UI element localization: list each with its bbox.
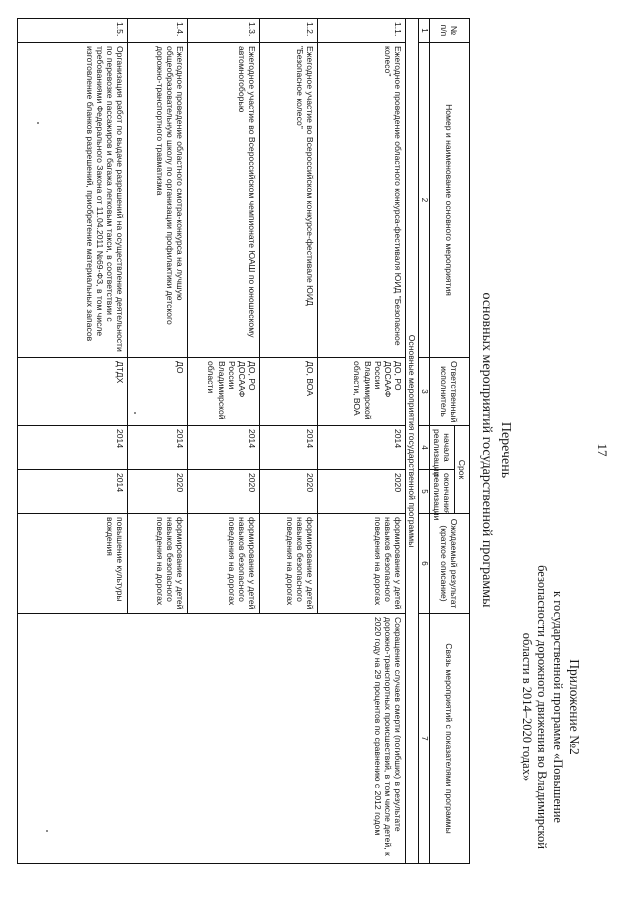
column-number: 2: [419, 43, 429, 358]
scan-speck: [134, 412, 136, 414]
row-name: Ежегодное участие во Всероссийском конкурсе-фестивале ЮИД "Безопасное колесо": [260, 43, 318, 358]
row-executor: ДО, ВОА: [260, 358, 318, 426]
column-number: 6: [419, 514, 429, 614]
row-num: 1.4.: [128, 19, 188, 43]
row-name: Ежегодное проведение областного смотра-конкурса на лучшую общеобразовательную школу по организации профилактики детского дорожно-транспортного травматизма: [128, 43, 188, 358]
row-executor: ДТДХ: [18, 358, 128, 426]
header-end: окончания реализации: [429, 470, 454, 514]
row-result: формирование у детей навыков безопасного поведения на дорогах: [128, 514, 188, 614]
table-row: [318, 19, 406, 864]
scan-speck: [46, 830, 48, 832]
page-number: 17: [595, 443, 610, 457]
header-executor: Ответственный исполнитель: [429, 358, 469, 426]
row-name: Ежегодное участие во Всероссийском чемпионате ЮАШ по юношескому автомногоборью: [188, 43, 260, 358]
header-name: Номер и наименование основного мероприятия: [429, 43, 469, 358]
row-name: Ежегодное проведение областного конкурса-фестиваля ЮИД "Безопасное колесо": [318, 43, 406, 358]
header-term: Срок: [454, 426, 469, 514]
row-result: формирование у детей навыков безопасного поведения на дорогах: [318, 514, 406, 614]
header-start: начала реализации: [429, 426, 454, 470]
column-number: 1: [419, 19, 429, 43]
row-num: 1.3.: [188, 19, 260, 43]
measures-table: [17, 18, 470, 864]
appendix-header: [518, 542, 582, 872]
section-row: [406, 19, 419, 864]
appendix-line: безопасности дорожного движения во Владимирской: [535, 565, 550, 849]
section-title: Основные мероприятия государственной программы: [406, 19, 419, 864]
row-result: повышение культуры вождения: [18, 514, 128, 614]
row-start: 2014: [128, 426, 188, 470]
row-start: 2014: [318, 426, 406, 470]
row-start: 2014: [18, 426, 128, 470]
row-num: 1.5.: [18, 19, 128, 43]
header-num: № п/п: [429, 19, 469, 43]
document-title-line2: основных мероприятий государственной программы: [479, 292, 495, 608]
row-end: 2020: [128, 470, 188, 514]
row-end: 2020: [260, 470, 318, 514]
column-number: 7: [419, 614, 429, 864]
row-end: 2014: [18, 470, 128, 514]
document-title: [476, 10, 514, 890]
appendix-line: к государственной программе «Повышение: [551, 591, 566, 823]
row-start: 2014: [188, 426, 260, 470]
row-executor: ДО: [128, 358, 188, 426]
document-title-line1: Перечень: [498, 421, 513, 479]
table-header-row: [454, 19, 469, 864]
document-sheet: [20, 10, 620, 890]
row-result: формирование у детей навыков безопасного поведения на дорогах: [260, 514, 318, 614]
row-end: 2020: [188, 470, 260, 514]
column-number: 5: [419, 470, 429, 514]
scan-speck: [37, 122, 39, 124]
row-result: формирование у детей навыков безопасного поведения на дорогах: [188, 514, 260, 614]
row-num: 1.1.: [318, 19, 406, 43]
row-link: Сокращение случаев смерти (погибших) в результате дорожно-транспортных происшествий, в том числе детей, к 2020 году на 29 процентов по сравнению с 2012 годом: [18, 614, 406, 864]
appendix-title: Приложение №2: [567, 659, 582, 755]
row-num: 1.2.: [260, 19, 318, 43]
row-executor: ДО, РО ДОСААФ России Владимирской области: [188, 358, 260, 426]
column-number: 4: [419, 426, 429, 470]
row-name: Организация работ по выдаче разрешений на осуществление деятельности по перевозке пассажиров и багажа легковым такси, в соответствии с требованиями Федерального Закона от 11.04.2011 №69-ФЗ, в том числе изготовление бланков разрешений, приобретение материальных запасов: [18, 43, 128, 358]
row-end: 2020: [318, 470, 406, 514]
column-number-row: [419, 19, 429, 864]
header-result: Ожидаемый результат (краткое описание): [429, 514, 469, 614]
appendix-line: области в 2014–2020 годах»: [519, 632, 534, 782]
header-link: Связь мероприятий с показателями программы: [429, 614, 469, 864]
column-number: 3: [419, 358, 429, 426]
row-executor: ДО, РО ДОСААФ России Владимирской области, ВОА: [318, 358, 406, 426]
row-start: 2014: [260, 426, 318, 470]
